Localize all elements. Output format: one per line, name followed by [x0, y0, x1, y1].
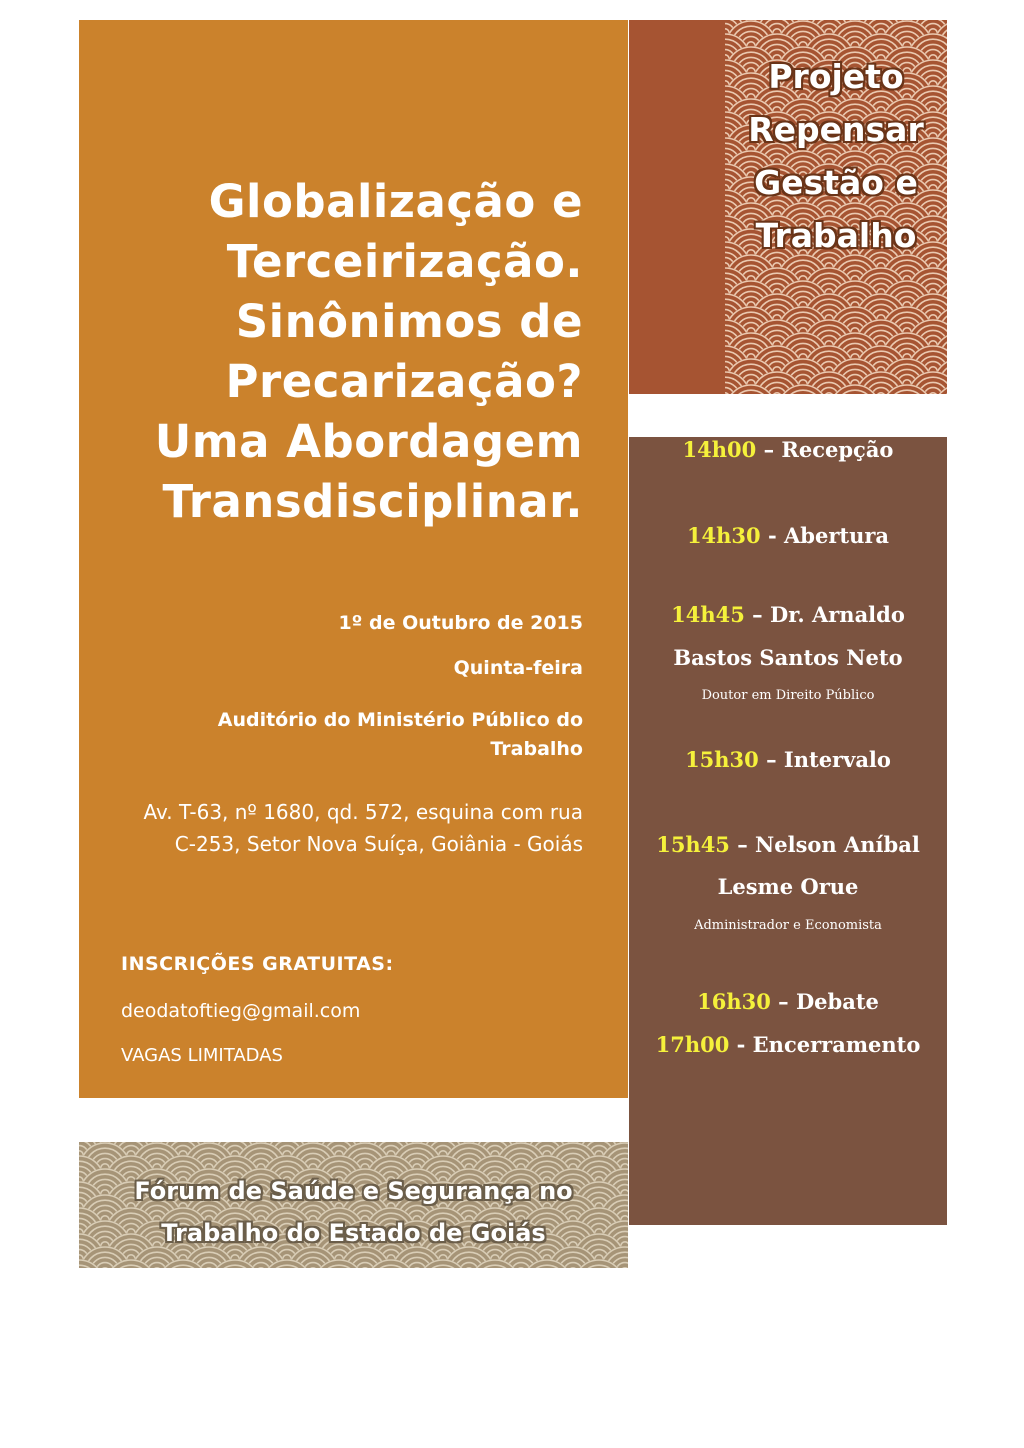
schedule-item-break: [629, 747, 947, 772]
event-venue: Auditório do Ministério Público do Trabalho: [217, 709, 583, 760]
schedule-time: 14h45: [671, 602, 745, 627]
forum-title: [79, 1170, 628, 1254]
schedule-label: Abertura: [784, 523, 890, 548]
project-title-line: Gestão e: [754, 163, 918, 202]
schedule-time: 15h45: [656, 832, 730, 857]
event-title-line: Globalização e: [208, 175, 583, 228]
project-title-line: Repensar: [748, 110, 924, 149]
schedule-item-debate: [629, 989, 947, 1014]
event-title-line: Terceirização.: [226, 235, 583, 288]
forum-title-line: Fórum de Saúde e Segurança no: [134, 1177, 573, 1205]
forum-title-line: Trabalho do Estado de Goiás: [161, 1219, 546, 1247]
event-title-line: Transdisciplinar.: [162, 475, 583, 528]
event-date: 1º de Outubro de 2015: [338, 612, 583, 634]
schedule-separator: –: [758, 747, 784, 772]
schedule-time: 16h30: [697, 989, 771, 1014]
project-title-line: Trabalho: [755, 216, 917, 255]
registration-email[interactable]: deodatoftieg@gmail.com: [121, 1000, 361, 1022]
event-title-line: Uma Abordagem: [154, 415, 583, 468]
schedule-time: 14h00: [682, 437, 757, 462]
schedule-separator: –: [756, 437, 782, 462]
schedule-label: Dr. Arnaldo: [769, 602, 905, 627]
project-panel: [629, 20, 947, 394]
schedule-separator: –: [729, 832, 756, 857]
schedule-item-opening: [629, 523, 947, 548]
event-title: [119, 172, 583, 532]
event-title-line: Sinônimos de: [235, 295, 583, 348]
schedule-time: 15h30: [685, 747, 759, 772]
schedule-panel: [629, 437, 947, 1225]
main-panel: [79, 20, 628, 1098]
registration-heading: INSCRIÇÕES GRATUITAS:: [121, 953, 394, 975]
schedule-label: Recepção: [781, 437, 894, 462]
project-title-line: Projeto: [768, 57, 904, 96]
schedule-label: Debate: [795, 989, 879, 1014]
project-title: [725, 50, 947, 262]
schedule-speaker-title: Administrador e Economista: [694, 918, 882, 933]
schedule-label: Intervalo: [783, 747, 891, 772]
schedule-separator: -: [729, 1032, 753, 1057]
event-address: Av. T-63, nº 1680, qd. 572, esquina com rua C-253, Setor Nova Suíça, Goiânia - Goiás: [143, 800, 583, 856]
event-weekday: Quinta-feira: [453, 657, 583, 679]
schedule-separator: -: [760, 523, 784, 548]
schedule-separator: –: [744, 602, 770, 627]
schedule-speaker-name: Bastos Santos Neto: [673, 645, 903, 670]
schedule-time: 14h30: [686, 523, 761, 548]
schedule-speaker-title: Doutor em Direito Público: [701, 688, 875, 703]
schedule-item-speaker-2: [629, 832, 947, 857]
schedule-speaker-name: Lesme Orue: [717, 874, 859, 899]
schedule-label: Nelson Aníbal: [755, 832, 920, 857]
schedule-item-speaker-1: [629, 602, 947, 627]
schedule-label: Encerramento: [752, 1032, 921, 1057]
schedule-item-reception: [629, 437, 947, 462]
schedule-time: 17h00: [655, 1032, 730, 1057]
schedule-separator: –: [770, 989, 796, 1014]
event-title-line: Precarização?: [225, 355, 583, 408]
registration-note: VAGAS LIMITADAS: [121, 1045, 283, 1066]
forum-banner: [79, 1142, 628, 1268]
schedule-item-closing: [629, 1032, 947, 1057]
